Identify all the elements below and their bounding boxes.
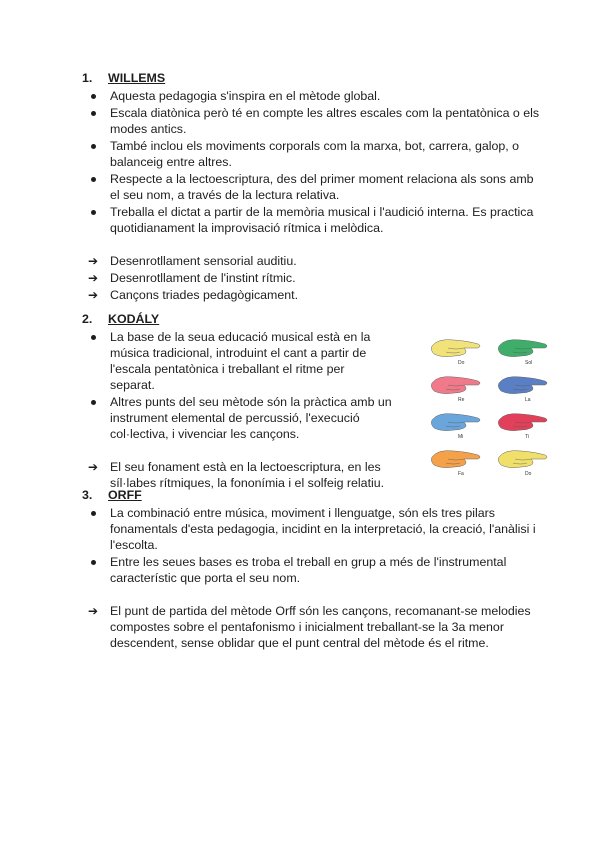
list-item: ➔ Cançons triades pedagògicament. [88, 288, 299, 302]
list-item: ➔ El seu fonament està en la lectoescriptura, en les síl·labes rítmiques, la fononímia i el solfeig relatiu. [88, 460, 385, 490]
list-item: La combinació entre música, moviment i llenguatge, són els tres pilars fonamentals d'esta pedagogia, incidint en la interpretació, la creació, l'anàlisi i l'escolta. [82, 505, 542, 553]
arrow-icon: ➔ [88, 288, 99, 302]
list-item: Altres punts del seu mètode són la pràctica amb un instrument elemental de percussió, l'execució col·lectiva, i vivenciar les cançons. [82, 394, 392, 442]
hand-sign-icon [431, 414, 480, 440]
section-heading [82, 70, 542, 87]
hand-sign-label: Do [525, 471, 532, 477]
list-item: ➔ El punt de partida del mètode Orff són les cançons, recomanant-se melodies compostes sobre el pentafonismo i inicialment treballant-se la 3a menor descendent, sense oblidar que el punt central del mètode és el ritme. [88, 604, 531, 650]
bullet-list [82, 505, 542, 586]
hand-sign-label: Fa [458, 471, 464, 477]
list-item: La base de la seua educació musical està en la música tradicional, introduint el cant a partir de l'escala pentatònica i treballant el ritme per separat. [82, 329, 392, 393]
section-willems [82, 70, 542, 304]
list-item: ➔ Desenrotllament sensorial auditiu. [88, 254, 297, 268]
section-title: ORFF [108, 488, 142, 502]
section-orff [82, 487, 542, 652]
hand-sign-icon [498, 340, 547, 366]
section-number: 1. [82, 71, 93, 85]
list-item: Respecte a la lectoescriptura, des del primer moment relaciona als sons amb el seu nom, a través de la lectura relativa. [82, 171, 542, 203]
list-item: ➔ Desenrotllament de l'instint rítmic. [88, 271, 296, 285]
section-heading [82, 311, 542, 328]
section-title: KODÁLY [108, 312, 160, 326]
arrow-icon: ➔ [88, 271, 99, 285]
section-title: WILLEMS [108, 71, 166, 85]
arrow-icon: ➔ [88, 460, 99, 474]
hand-sign-icon [431, 340, 480, 366]
bullet-list [82, 88, 542, 236]
hand-sign-label: La [525, 397, 531, 403]
section-heading [82, 487, 542, 504]
section-number: 3. [82, 488, 93, 502]
section-number: 2. [82, 312, 93, 326]
arrow-list [82, 603, 542, 651]
hand-sign-icon [431, 377, 480, 403]
bullet-list [82, 329, 392, 442]
hand-sign-icon [498, 414, 547, 440]
list-item: Aquesta pedagogia s'inspira en el mètode global. [82, 88, 542, 104]
hand-sign-label: Do [458, 360, 465, 366]
arrow-icon: ➔ [88, 254, 99, 268]
hand-sign-icon [498, 451, 547, 477]
hand-sign-label: Re [458, 397, 465, 403]
hand-sign-icon [498, 377, 547, 403]
list-item: També inclou els moviments corporals com la marxa, bot, carrera, galop, o balanceig entre altres. [82, 138, 542, 170]
list-item: Entre les seues bases es troba el treball en grup a més de l'instrumental característic que porta el seu nom. [82, 554, 542, 586]
hand-sign-icon [431, 451, 480, 477]
hand-sign-label: Ti [525, 434, 529, 440]
hand-sign-label: Sol [525, 360, 533, 366]
hand-sign-label: Mi [458, 434, 464, 440]
hand-signs-illustration [424, 332, 558, 482]
arrow-icon: ➔ [88, 604, 99, 618]
list-item: Treballa el dictat a partir de la memòria musical i l'audició interna. Es practica quotidianament la improvisació rítmica i melòdica. [82, 204, 542, 236]
arrow-list [82, 253, 542, 303]
list-item: Escala diatònica però té en compte les altres escales com la pentatònica o els modes antics. [82, 105, 542, 137]
